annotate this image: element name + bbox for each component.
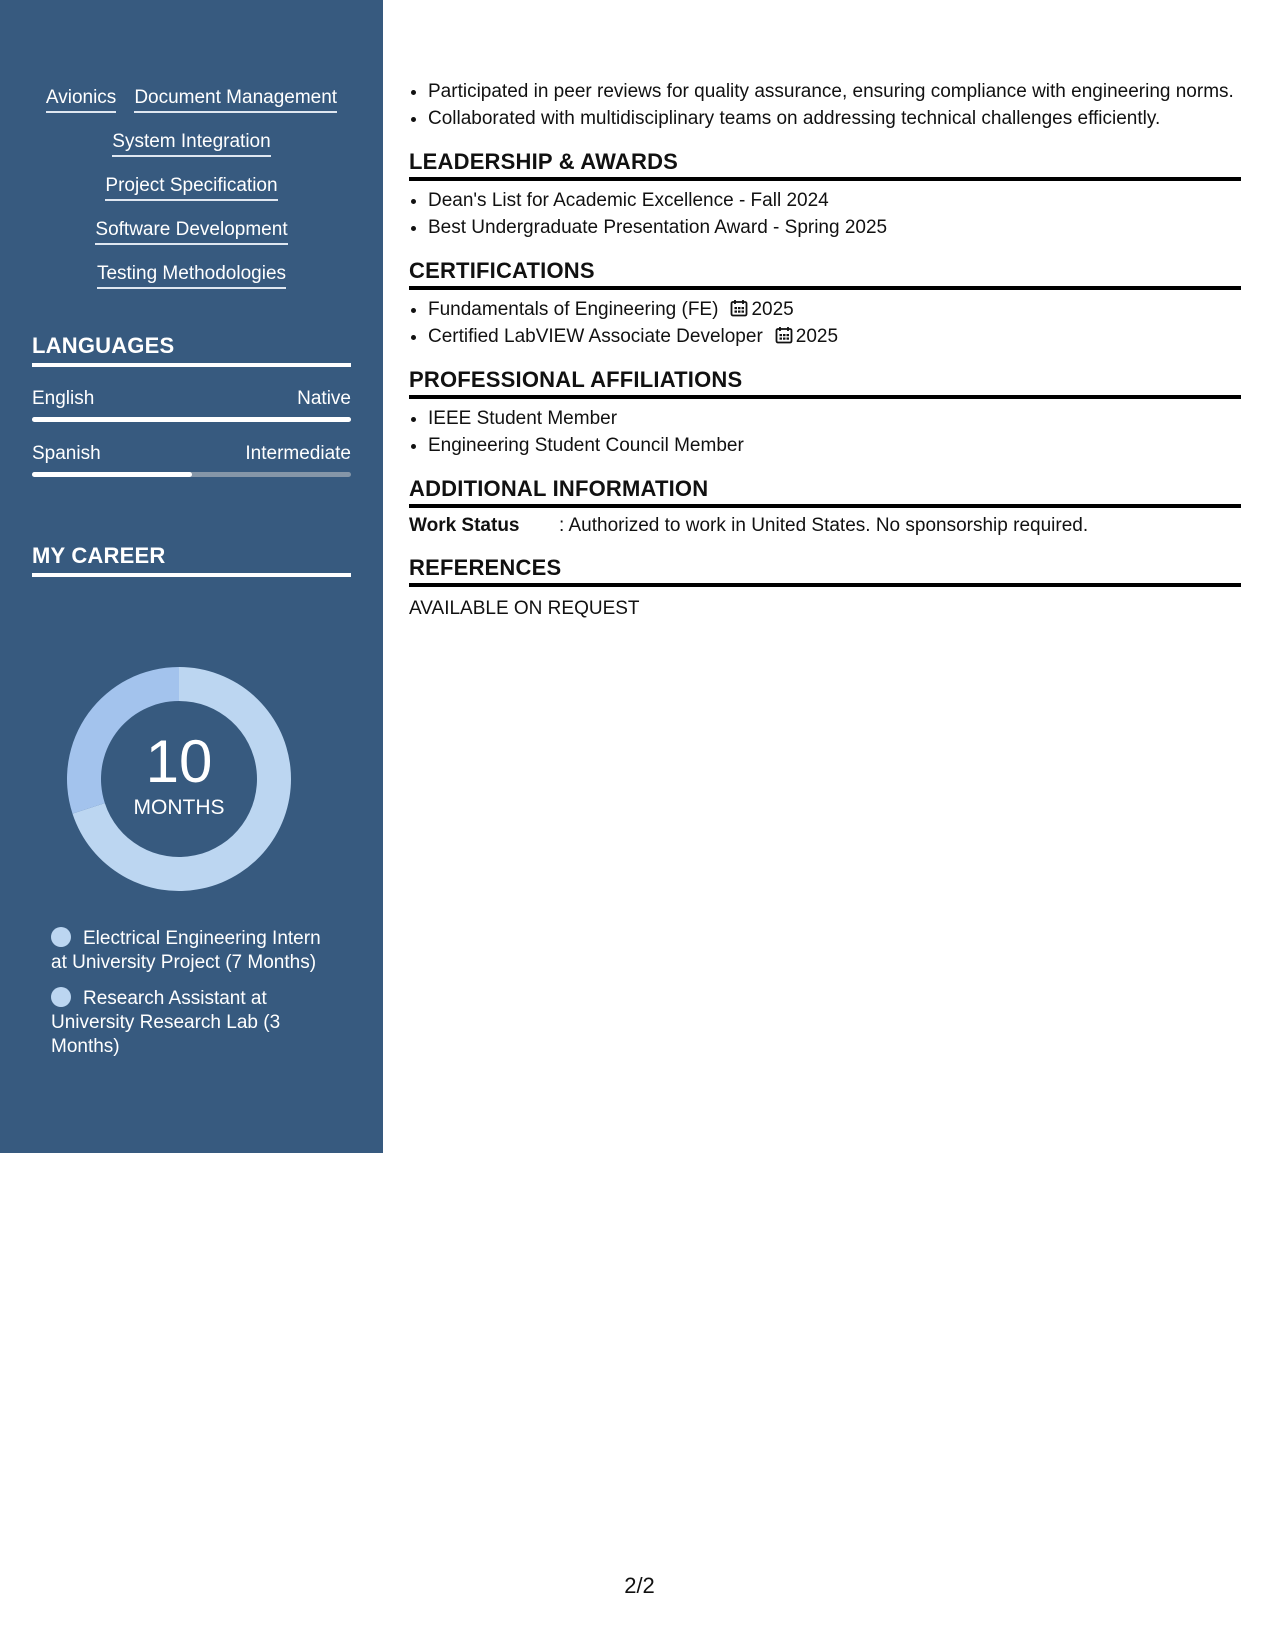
experience-bullet: • Collaborated with multidisciplinary teams on addressing technical challenges efficiently. bbox=[428, 105, 1241, 132]
skill-tag[interactable]: Software Development bbox=[95, 218, 287, 245]
language-bar bbox=[32, 472, 351, 477]
additional-info-heading: ADDITIONAL INFORMATION bbox=[409, 476, 1241, 508]
legend-dot-icon bbox=[51, 927, 71, 947]
skill-row bbox=[0, 86, 383, 113]
career-legend-label: Electrical Engineering Intern at University Project (7 Months) bbox=[51, 928, 321, 973]
skill-tag[interactable]: Testing Methodologies bbox=[97, 262, 286, 289]
references-heading: REFERENCES bbox=[409, 555, 1241, 587]
skill-row bbox=[0, 174, 383, 201]
leadership-list bbox=[409, 187, 1241, 241]
career-donut-chart bbox=[63, 663, 295, 895]
main-content bbox=[409, 78, 1241, 621]
career-legend-item bbox=[51, 927, 341, 975]
work-status-value: : Authorized to work in United States. No sponsorship required. bbox=[559, 515, 1089, 536]
career-heading: MY CAREER bbox=[32, 543, 351, 577]
language-name: English bbox=[32, 388, 95, 409]
references-text: AVAILABLE ON REQUEST bbox=[409, 598, 640, 619]
skill-tag[interactable]: System Integration bbox=[112, 130, 270, 157]
leadership-item: • Dean's List for Academic Excellence - Fall 2024 bbox=[428, 187, 1241, 214]
language-level: Native bbox=[297, 388, 351, 409]
certification-name: Certified LabVIEW Associate Developer bbox=[428, 326, 763, 347]
affiliation-item: • IEEE Student Member bbox=[428, 405, 1241, 432]
languages-heading: LANGUAGES bbox=[32, 333, 351, 367]
language-row bbox=[32, 442, 351, 466]
affiliations-list bbox=[409, 405, 1241, 459]
language-bar bbox=[32, 417, 351, 422]
skill-row bbox=[0, 130, 383, 157]
certification-name: Fundamentals of Engineering (FE) bbox=[428, 299, 719, 320]
leadership-item: • Best Undergraduate Presentation Award - Spring 2025 bbox=[428, 214, 1241, 241]
career-total-months: 10 bbox=[145, 728, 213, 795]
page-number: 2/2 bbox=[624, 1573, 655, 1598]
work-status-label: Work Status bbox=[409, 515, 520, 536]
leadership-heading: LEADERSHIP & AWARDS bbox=[409, 149, 1241, 181]
language-row bbox=[32, 387, 351, 411]
experience-bullets bbox=[409, 78, 1241, 132]
language-bar-fill bbox=[32, 417, 351, 422]
language-bar-fill bbox=[32, 472, 192, 477]
language-name: Spanish bbox=[32, 443, 101, 464]
skill-row bbox=[0, 262, 383, 289]
skill-tag[interactable]: Project Specification bbox=[105, 174, 277, 201]
skill-row bbox=[0, 218, 383, 245]
career-legend-item bbox=[51, 987, 341, 1059]
skill-tag[interactable]: Avionics bbox=[46, 86, 116, 113]
calendar-icon bbox=[730, 299, 748, 317]
language-item bbox=[32, 387, 351, 422]
legend-dot-icon bbox=[51, 987, 71, 1007]
language-level: Intermediate bbox=[245, 443, 351, 464]
career-unit-label: MONTHS bbox=[133, 796, 225, 819]
certification-item bbox=[428, 323, 1241, 350]
certifications-heading: CERTIFICATIONS bbox=[409, 258, 1241, 290]
calendar-icon bbox=[775, 326, 793, 344]
career-legend bbox=[51, 927, 341, 1071]
certification-year: 2025 bbox=[795, 326, 839, 347]
certification-date bbox=[775, 326, 838, 347]
experience-bullet: • Participated in peer reviews for quality assurance, ensuring compliance with engineering norms. bbox=[428, 78, 1241, 105]
certification-year: 2025 bbox=[751, 299, 794, 320]
certifications-list bbox=[409, 296, 1241, 350]
language-item bbox=[32, 442, 351, 477]
affiliations-heading: PROFESSIONAL AFFILIATIONS bbox=[409, 367, 1241, 399]
skill-tag[interactable]: Document Management bbox=[134, 86, 337, 113]
work-status-row bbox=[409, 514, 1241, 538]
certification-date bbox=[730, 299, 793, 320]
sidebar bbox=[0, 0, 383, 1153]
certification-item bbox=[428, 296, 1241, 323]
career-legend-label: Research Assistant at University Research Lab (3 Months) bbox=[51, 988, 281, 1057]
skills-list bbox=[0, 0, 383, 289]
donut-center bbox=[63, 663, 295, 895]
affiliation-item: • Engineering Student Council Member bbox=[428, 432, 1241, 459]
